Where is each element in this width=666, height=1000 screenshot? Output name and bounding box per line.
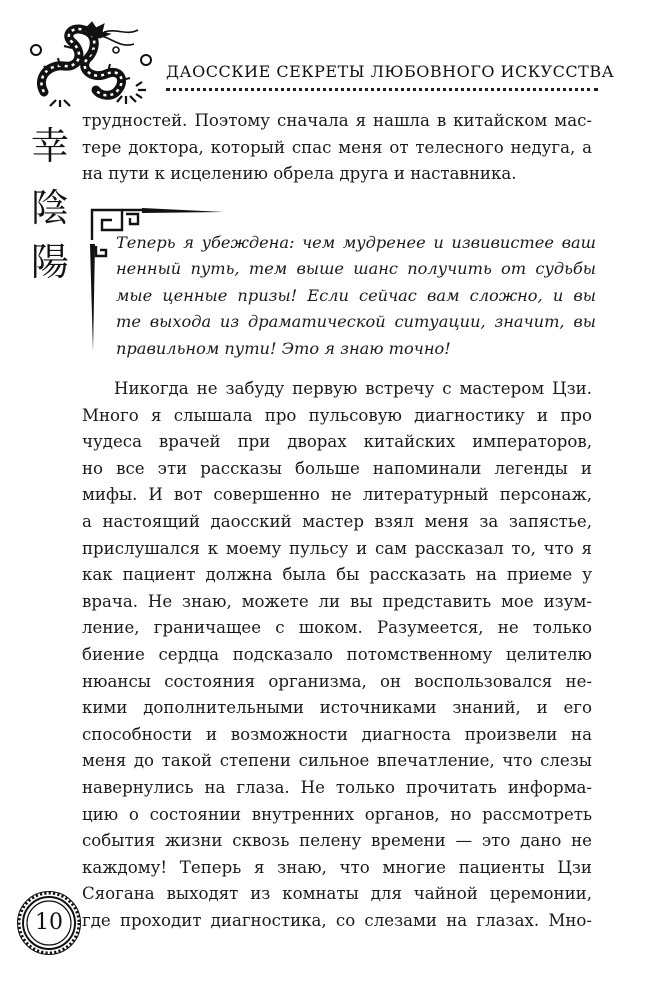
text-line: цию о состоянии внутренних органов, но рассмотреть	[82, 804, 592, 824]
text-line: тере доктора, который спас меня от телесного недуга, а	[82, 137, 592, 157]
text-line: где проходит диагностика, со слезами на глазах. Мно-	[82, 910, 592, 930]
text-line: меня до такой степени сильное впечатление, что слезы	[82, 751, 592, 771]
text-line: нюансы состояния организма, он воспользовался не-	[82, 671, 592, 691]
text-line: кими дополнительными источниками знаний, и его	[82, 698, 592, 718]
main-paragraph	[82, 376, 592, 934]
quote-line: ненный путь, тем выше шанс получить от судьбы	[116, 259, 596, 279]
text-line: чудеса врачей при дворах китайских императоров,	[82, 432, 592, 452]
side-glyph-happiness: 幸	[30, 124, 69, 168]
text-line: на пути к исцелению обрела друга и наставника.	[82, 164, 517, 184]
text-line: но все эти рассказы больше напоминали легенды и	[82, 458, 592, 478]
intro-paragraph	[82, 108, 592, 188]
text-line: врача. Не знаю, можете ли вы представить мое изум-	[82, 591, 592, 611]
side-glyph-yang: 陽	[30, 240, 69, 284]
text-line: навернулись на глаза. Не только прочитать информа-	[82, 777, 592, 797]
text-line: каждому! Теперь я знаю, что многие пациенты Цзи	[82, 857, 592, 877]
text-line: Сяогана выходят из комнаты для чайной церемонии,	[82, 884, 592, 904]
quote-line: мые ценные призы! Если сейчас вам сложно, и вы	[116, 285, 596, 305]
quote-line: те выхода из драматической ситуации, значит, вы	[116, 312, 596, 332]
dragon-icon	[26, 20, 156, 108]
text-line: биение сердца подсказало потомственному целителю	[82, 644, 592, 664]
page-number: 10	[35, 910, 63, 935]
text-line: Никогда не забуду первую встречу с мастером Цзи.	[82, 379, 592, 398]
running-header: ДАОССКИЕ СЕКРЕТЫ ЛЮБОВНОГО ИСКУССТВА	[166, 62, 615, 81]
text-line: трудностей. Поэтому сначала я нашла в китайском мас-	[82, 111, 592, 130]
text-line: как пациент должна была бы рассказать на приеме у	[82, 565, 592, 585]
text-line: события жизни сквозь пелену времени — это дано не	[82, 831, 592, 851]
header-dotted-rule	[166, 88, 598, 91]
text-line: прислушался к моему пульсу и сам рассказал то, что я	[82, 538, 592, 558]
text-line: способности и возможности диагноста произвели на	[82, 724, 592, 744]
text-line: мифы. И вот совершенно не литературный персонаж,	[82, 485, 592, 505]
quote-line: Теперь я убеждена: чем мудренее и извивистее ваш	[116, 233, 596, 252]
quote-line: правильном пути! Это я знаю точно!	[116, 338, 451, 358]
text-line: ление, граничащее с шоком. Разумеется, не только	[82, 618, 592, 638]
highlight-quote	[116, 230, 596, 362]
side-glyph-yin: 陰	[30, 186, 69, 230]
text-line: а настоящий даосский мастер взял меня за запястье,	[82, 511, 592, 531]
text-line: Много я слышала про пульсовую диагностику и про	[82, 405, 592, 425]
